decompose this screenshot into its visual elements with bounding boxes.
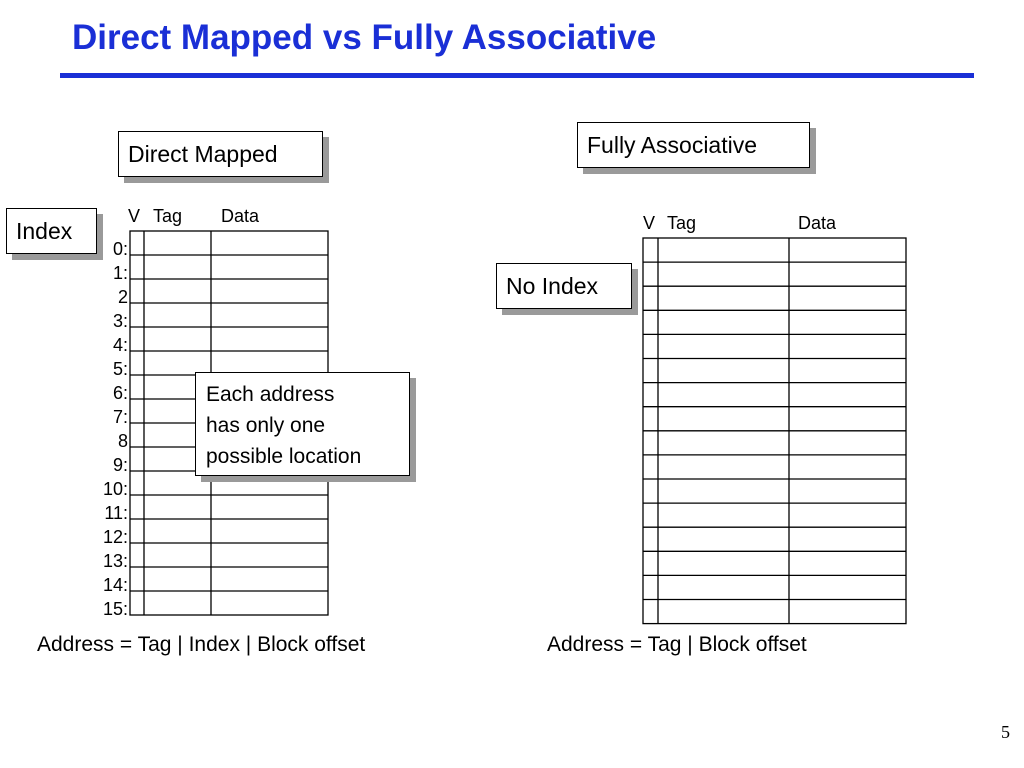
fa-header-v: V — [643, 213, 656, 233]
note-line-3: possible location — [206, 445, 362, 468]
note-line-2: has only one — [206, 414, 326, 437]
dm-row-index: 2 — [117, 287, 128, 307]
dm-header-v: V — [128, 206, 141, 226]
fully-associative-table — [643, 238, 906, 624]
direct-mapped-label: Direct Mapped — [128, 140, 278, 167]
page-number: 5 — [1001, 722, 1010, 742]
dm-row-index: 9: — [112, 455, 128, 475]
single-location-note — [195, 372, 410, 476]
dm-row-index: 15: — [102, 599, 128, 619]
dm-row-index: 12: — [102, 527, 128, 547]
no-index-label-box — [496, 263, 632, 309]
fa-header-tag: Tag — [667, 213, 697, 233]
dm-row-index: 8 — [117, 431, 128, 451]
dm-row-index: 13: — [102, 551, 128, 571]
fully-associative-label-box — [577, 122, 810, 168]
dm-header-data: Data — [221, 206, 260, 226]
no-index-label: No Index — [506, 272, 599, 299]
dm-row-index: 10: — [102, 479, 128, 499]
dm-row-index: 14: — [102, 575, 128, 595]
index-label: Index — [16, 217, 73, 244]
dm-row-index: 11: — [104, 503, 128, 523]
slide-title: Direct Mapped vs Fully Associative — [72, 18, 657, 57]
dm-row-index: 3: — [112, 311, 128, 331]
dm-row-index: 1: — [112, 263, 128, 283]
note-line-1: Each address — [206, 383, 335, 406]
dm-row-index: 7: — [112, 407, 128, 427]
dm-header-tag: Tag — [153, 206, 183, 226]
fa-header-data: Data — [798, 213, 837, 233]
dm-row-index: 6: — [112, 383, 128, 403]
dm-row-index: 5: — [112, 359, 128, 379]
dm-row-index: 0: — [112, 239, 128, 259]
dm-row-index: 4: — [112, 335, 128, 355]
dm-address-format: Address = Tag | Index | Block offset — [37, 633, 366, 656]
fully-associative-label: Fully Associative — [587, 131, 758, 158]
fa-address-format: Address = Tag | Block offset — [547, 633, 807, 656]
